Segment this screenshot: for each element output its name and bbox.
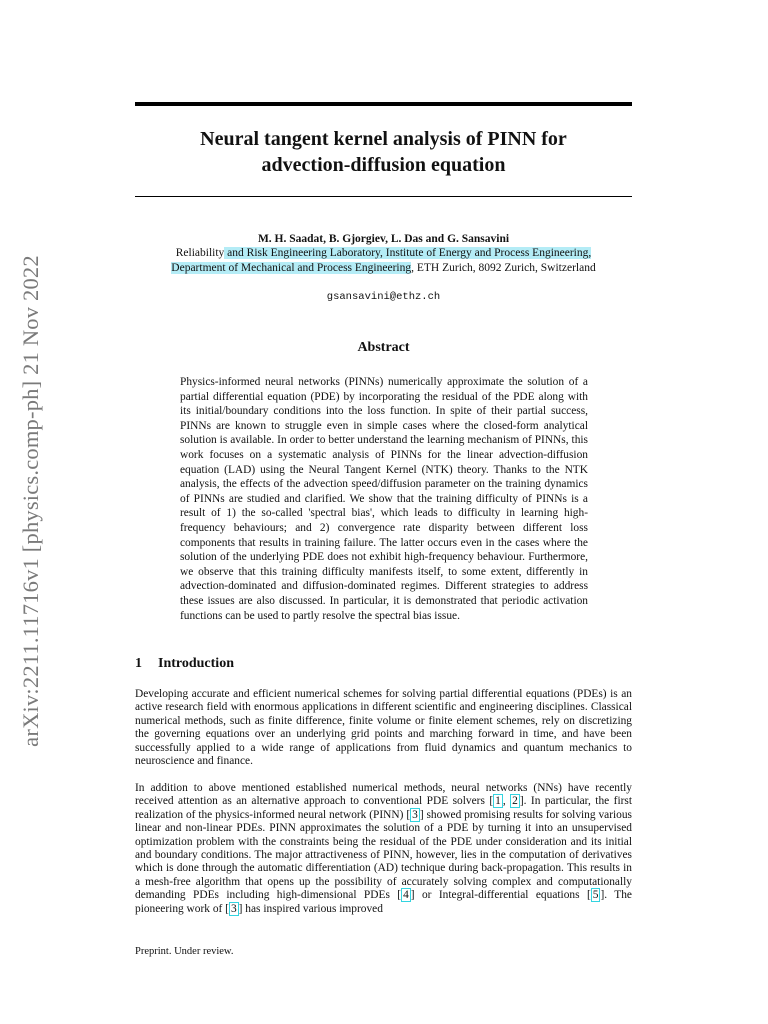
paragraph-text: . The pioneering work of xyxy=(135,889,632,915)
paragraph-text: showed promising results for solving various linear and non-linear PDEs. PINN approximates the solution of a PDE by turning it into an unsupervised optimization problem with the constraints being the residual of the PDE under consideration and its initial and boundary conditions. The major attractiveness of PINN, however, lies in the computation of derivatives which is done through the automatic differentiation (AD) technique during back-propagation. This results in a mesh-free algorithm that opens up the possibility of accurately solving complex and computationally demanding PDEs including high-dimensional PDEs xyxy=(135,808,632,902)
citation-link[interactable]: 3 xyxy=(230,902,237,915)
affiliation-text: Reliability xyxy=(175,247,225,259)
paper-title xyxy=(135,126,632,178)
arxiv-identifier: arXiv:2211.11716v1 [physics.comp-ph] 21 Nov 2022 xyxy=(18,255,43,747)
citation-link[interactable]: 2 xyxy=(512,795,518,808)
paragraph-text: has inspired various improved xyxy=(242,902,383,915)
highlighted-department-text[interactable]: Department of Mechanical and Process Engineering xyxy=(171,261,412,274)
paragraph-text: . In particular, the first realization of the physics-informed neural network (PINN) xyxy=(135,795,632,821)
section-heading-introduction xyxy=(135,656,234,672)
affiliation-line-1 xyxy=(120,246,647,261)
citation-link[interactable]: 1 xyxy=(495,795,501,808)
title-rule-bottom xyxy=(135,196,632,197)
affiliation-location: , ETH Zurich, 8092 Zurich, Switzerland xyxy=(411,261,596,274)
author-email[interactable]: gsansavini@ethz.ch xyxy=(326,291,441,303)
title-line-1: Neural tangent kernel analysis of PINN for xyxy=(200,128,567,150)
citation-link[interactable]: 5 xyxy=(592,889,599,902)
intro-paragraph-1: Developing accurate and efficient numerical schemes for solving partial differential equations (PDEs) is an active research field with enormous applications in different scientific and engineering disciplines. Classical numerical methods, such as finite difference, finite volume or finite element schemes, rely on discretizing the governing equations over an underlying grid points and marching forward in time, and have been successfully applied to a wide range of applications from fluid dynamics and quantum mechanics to neuroscience and finance. xyxy=(135,688,632,768)
abstract-heading: Abstract xyxy=(357,340,410,355)
paragraph-text: or Integral-differential equations xyxy=(414,889,587,902)
paragraph-text: , xyxy=(502,795,511,808)
intro-paragraph-2: In addition to above mentioned established numerical methods, neural networks (NNs) have recently received attention as an alternative approach to conventional PDE solvers [ 1 , 2 ]. In particular, the first realization of the physics-informed neural network (PINN) [ 3 ] showed promising results for solving various linear and non-linear PDEs. PINN approximates the solution of a PDE by turning it into an unsupervised optimization problem with the constraints being the residual of the PDE under consideration and its initial and boundary conditions. The major attractiveness of PINN, however, lies in the computation of derivatives which is done through the automatic differentiation (AD) technique during back-propagation. This results in a mesh-free algorithm that opens up the possibility of accurately solving complex and computationally demanding PDEs including high-dimensional PDEs [ 4 ] or Integral-differential equations [ 5 ]. The pioneering work of [ 3 ] has inspired various improved xyxy=(135,782,632,915)
citation-link[interactable]: 4 xyxy=(403,889,409,902)
highlighted-affiliation-text[interactable]: and Risk Engineering Laboratory, Institute of Energy and Process Engineering, xyxy=(224,247,592,259)
title-line-2: advection-diffusion equation xyxy=(261,154,506,176)
preprint-footer: Preprint. Under review. xyxy=(135,946,234,957)
affiliation-line-2 xyxy=(120,261,647,276)
abstract-text: Physics-informed neural networks (PINNs) numerically approximate the solution of a partial differential equation (PDE) by incorporating the residual of the PDE along with its initial/boundary conditions into the loss function. In spite of their partial success, PINNs are known to struggle even in simple cases where the closed-form analytical solution is available. In order to better understand the learning mechanism of PINNs, this work focuses on a systematic analysis of PINNs for the linear advection-diffusion equation (LAD) using the Neural Tangent Kernel (NTK) theory. Thanks to the NTK analysis, the effects of the advection speed/diffusion parameter on the training dynamics of PINNs are studied and clarified. We show that the training difficulty of PINNs is a result of 1) the so-called 'spectral bias', which leads to difficulty in learning high-frequency behaviours; and 2) convergence rate disparity between different loss components that results in training failure. The latter occurs even in the cases where the solution of the underlying PDE does not exhibit high-frequency behaviour. Furthermore, we observe that this training difficulty manifests itself, to some extent, differently in advection-dominated and diffusion-dominated regimes. Different strategies to address these issues are also discussed. In particular, it is demonstrated that periodic activation functions can be used to partly resolve the spectral bias issue. xyxy=(180,376,588,622)
paragraph-text: In addition to above mentioned established numerical methods, neural networks (NNs) have recently received attention as an alternative approach to conventional PDE solvers xyxy=(135,782,632,808)
citation-link[interactable]: 3 xyxy=(412,808,418,821)
author-list: M. H. Saadat, B. Gjorgiev, L. Das and G. Sansavini xyxy=(257,233,510,245)
affiliation xyxy=(120,246,647,275)
arxiv-side-stamp xyxy=(14,213,48,789)
section-title: Introduction xyxy=(158,656,234,671)
section-number: 1 xyxy=(135,656,142,671)
title-rule-top xyxy=(135,102,632,106)
